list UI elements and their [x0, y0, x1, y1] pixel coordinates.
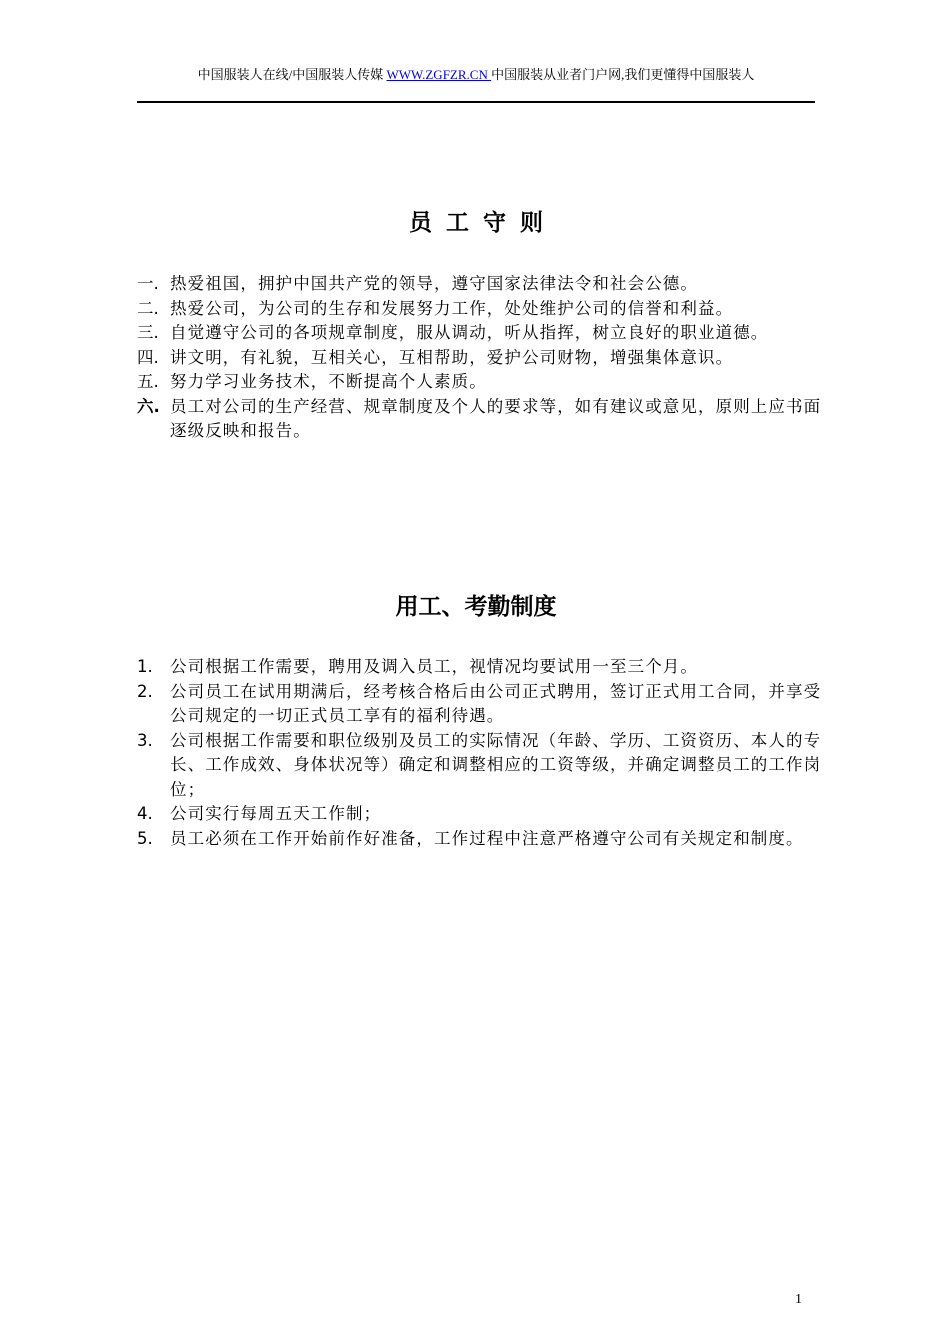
list-item-number: 六. [137, 396, 160, 416]
list-item-text: 热爱公司，为公司的生存和发展努力工作，处处维护公司的信誉和利益。 [170, 298, 734, 318]
header-divider [137, 101, 815, 103]
list-item-text: 热爱祖国，拥护中国共产党的领导，遵守国家法律法令和社会公德。 [170, 274, 698, 293]
list-item [137, 655, 827, 680]
section-title-employment-attendance: 用工、考勤制度 [395, 594, 557, 620]
list-item-number: 3. [137, 730, 153, 750]
list-item-number: 2. [137, 681, 153, 701]
list-item [137, 729, 827, 803]
employment-attendance-list [137, 655, 827, 851]
list-item-number: 二. [137, 298, 159, 318]
list-item [137, 802, 827, 827]
list-item [137, 827, 827, 852]
list-item-number: 三. [137, 323, 159, 342]
list-item-text: 公司根据工作需要和职位级别及员工的实际情况（年龄、学历、工资资历、本人的专长、工作成效、身体状况等）确定和调整相应的工资等级，并确定调整员工的工作岗位； [170, 730, 822, 799]
header-site-link[interactable]: WWW.ZGFZR.CN [386, 67, 492, 82]
list-item [137, 346, 827, 371]
list-item-text: 自觉遵守公司的各项规章制度，服从调动，听从指挥，树立良好的职业道德。 [170, 323, 769, 342]
list-item [137, 680, 827, 729]
header-prefix-text: 中国服装人在线/中国服装人传媒 [197, 67, 387, 82]
list-item [137, 321, 827, 346]
header-suffix-text: 中国服装从业者门户网,我们更懂得中国服装人 [491, 67, 755, 82]
list-item-number: 4. [137, 804, 153, 823]
list-item [137, 395, 827, 444]
list-item-text: 努力学习业务技术，不断提高个人素质。 [170, 372, 487, 391]
list-item-number: 四. [137, 347, 159, 367]
list-item-text: 讲文明，有礼貌，互相关心，互相帮助，爱护公司财物，增强集体意识。 [170, 347, 734, 367]
list-item [137, 370, 827, 395]
employee-rules-list [137, 272, 827, 444]
list-item-text: 员工必须在工作开始前作好准备，工作过程中注意严格遵守公司有关规定和制度。 [170, 828, 804, 848]
section-title-employee-rules: 员工守则 [409, 210, 557, 236]
list-item [137, 297, 827, 322]
page-number: 1 [795, 1292, 802, 1307]
list-item-number: 五. [137, 372, 159, 391]
page-header [137, 66, 815, 84]
list-item-number: 一. [137, 274, 159, 293]
list-item-text: 公司实行每周五天工作制； [170, 804, 382, 823]
list-item-text: 公司员工在试用期满后，经考核合格后由公司正式聘用，签订正式用工合同，并享受公司规定的一切正式员工享有的福利待遇。 [170, 681, 822, 725]
list-item-text: 员工对公司的生产经营、规章制度及个人的要求等，如有建议或意见，原则上应书面逐级反映和报告。 [170, 396, 822, 440]
list-item-number: 5. [137, 828, 153, 848]
list-item-text: 公司根据工作需要，聘用及调入员工，视情况均要试用一至三个月。 [170, 657, 698, 676]
list-item-number: 1. [137, 657, 153, 676]
list-item [137, 272, 827, 297]
